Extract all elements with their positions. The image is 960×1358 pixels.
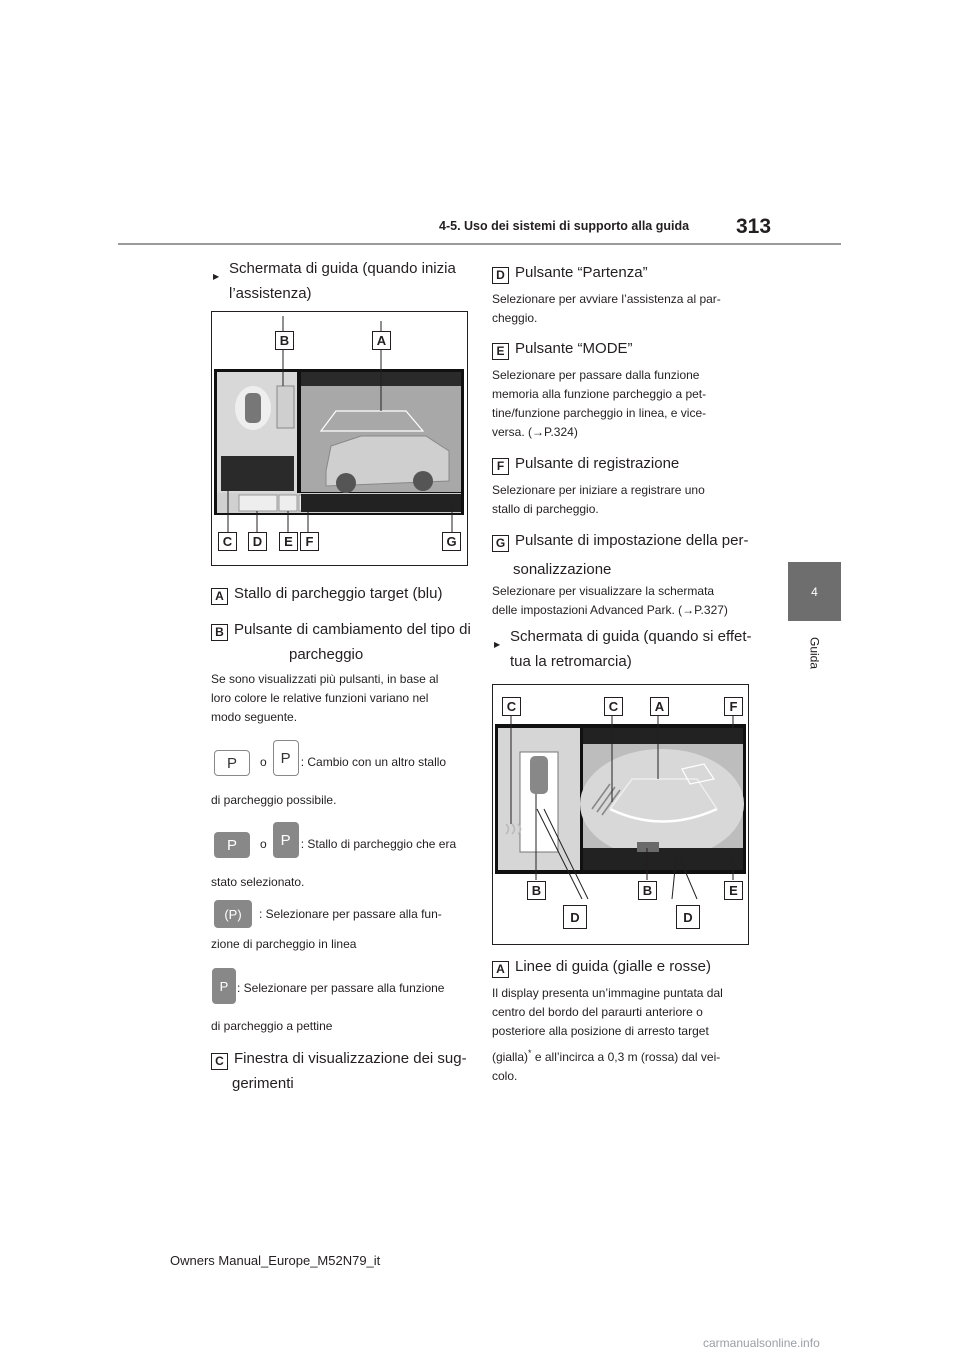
icon-row-switch-stall: P o P : Cambio con un altro stallo <box>214 740 446 776</box>
parking-p-icon: P <box>214 750 250 776</box>
item-d-description: Selezionare per avviare l’assistenza al par- cheggio. <box>492 292 721 325</box>
icon-row-parallel-parking: (P) : Selezionare per passare alla fun- <box>214 900 442 928</box>
diagram2-label-b2: B <box>638 881 657 900</box>
parking-p-vertical-selected-icon: P <box>273 822 299 858</box>
chapter-label: Guida <box>807 636 822 670</box>
diagram1-label-g: G <box>442 532 461 551</box>
diagram-reverse-guidance-screen <box>492 684 749 945</box>
parallel-parking-icon: (P) <box>214 900 252 928</box>
item-d-start-button: D Pulsante “Partenza” <box>492 260 648 285</box>
footer-manual-id: Owners Manual_Europe_M52N79_it <box>170 1253 381 1268</box>
section-title: 4-5. Uso dei sistemi di supporto alla guida <box>439 219 690 233</box>
item-g-description: Selezionare per visualizzare la schermata delle impostazioni Advanced Park. (→P.327) <box>492 584 728 617</box>
diagram2-label-d1: D <box>563 905 587 929</box>
item-f-description: Selezionare per iniziare a registrare uno stallo di parcheggio. <box>492 483 705 516</box>
perpendicular-parking-icon: P <box>212 968 236 1004</box>
diagram2-label-e: E <box>724 881 743 900</box>
bullet-guidance-screen-reverse: ▶ Schermata di guida (quando si effet- tua la retromarcia) <box>510 624 752 674</box>
diagram2-label-f: F <box>724 697 743 716</box>
diagram2-label-c2: C <box>604 697 623 716</box>
diagram1-label-d: D <box>248 532 267 551</box>
parking-p-selected-icon: P <box>214 832 250 858</box>
chapter-number: 4 <box>811 584 818 599</box>
chapter-tab[interactable] <box>788 562 841 621</box>
item-b-description: Se sono visualizzati più pulsanti, in base al loro colore le relative funzioni variano nel modo seguente. <box>211 672 439 724</box>
item-a-target-stall: A Stallo di parcheggio target (blu) <box>211 581 442 606</box>
diagram1-label-f: F <box>300 532 319 551</box>
diagram1-label-a: A <box>372 331 391 350</box>
page-number: 313 <box>736 215 772 238</box>
item-a-guide-lines-description: Il display presenta un’immagine puntata dal centro del bordo del paraurti anteriore o posteriore alla posizione di arresto target (gialla)* e all’incirca a 0,3 m (rossa) dal vei- colo. <box>492 986 723 1083</box>
diagram2-label-b1: B <box>527 881 546 900</box>
icon-row-selected-stall: P o P : Stallo di parcheggio che era <box>214 822 456 858</box>
item-e-mode-button: E Pulsante “MODE” <box>492 336 633 361</box>
diagram-parking-start-screen <box>211 311 468 566</box>
icon-row-perpendicular-parking: P : Selezionare per passare alla funzione <box>212 968 444 1004</box>
bullet-guidance-screen-start: ▶ Schermata di guida (quando inizia l’assistenza) <box>229 256 456 306</box>
diagram2-label-a: A <box>650 697 669 716</box>
diagram2-label-c1: C <box>502 697 521 716</box>
parking-p-vertical-icon: P <box>273 740 299 776</box>
diagram2-label-d2: D <box>676 905 700 929</box>
item-g-customization-button: G Pulsante di impostazione della per- sonalizzazione <box>492 528 748 582</box>
diagram1-label-c: C <box>218 532 237 551</box>
item-b-parking-type-button: B Pulsante di cambiamento del tipo di parcheggio <box>211 617 471 667</box>
item-e-description: Selezionare per passare dalla funzione memoria alla funzione parcheggio a pet- tine/funzione parcheggio in linea, e vice- versa. (→P.324) <box>492 368 707 439</box>
item-f-record-button: F Pulsante di registrazione <box>492 451 679 476</box>
diagram1-label-b: B <box>275 331 294 350</box>
header-divider <box>118 243 841 245</box>
watermark: carmanualsonline.info <box>703 1336 820 1350</box>
diagram1-label-e: E <box>279 532 298 551</box>
item-a-guide-lines: A Linee di guida (gialle e rosse) <box>492 954 711 979</box>
item-c-suggestion-window: C Finestra di visualizzazione dei sug- gerimenti <box>211 1046 467 1096</box>
